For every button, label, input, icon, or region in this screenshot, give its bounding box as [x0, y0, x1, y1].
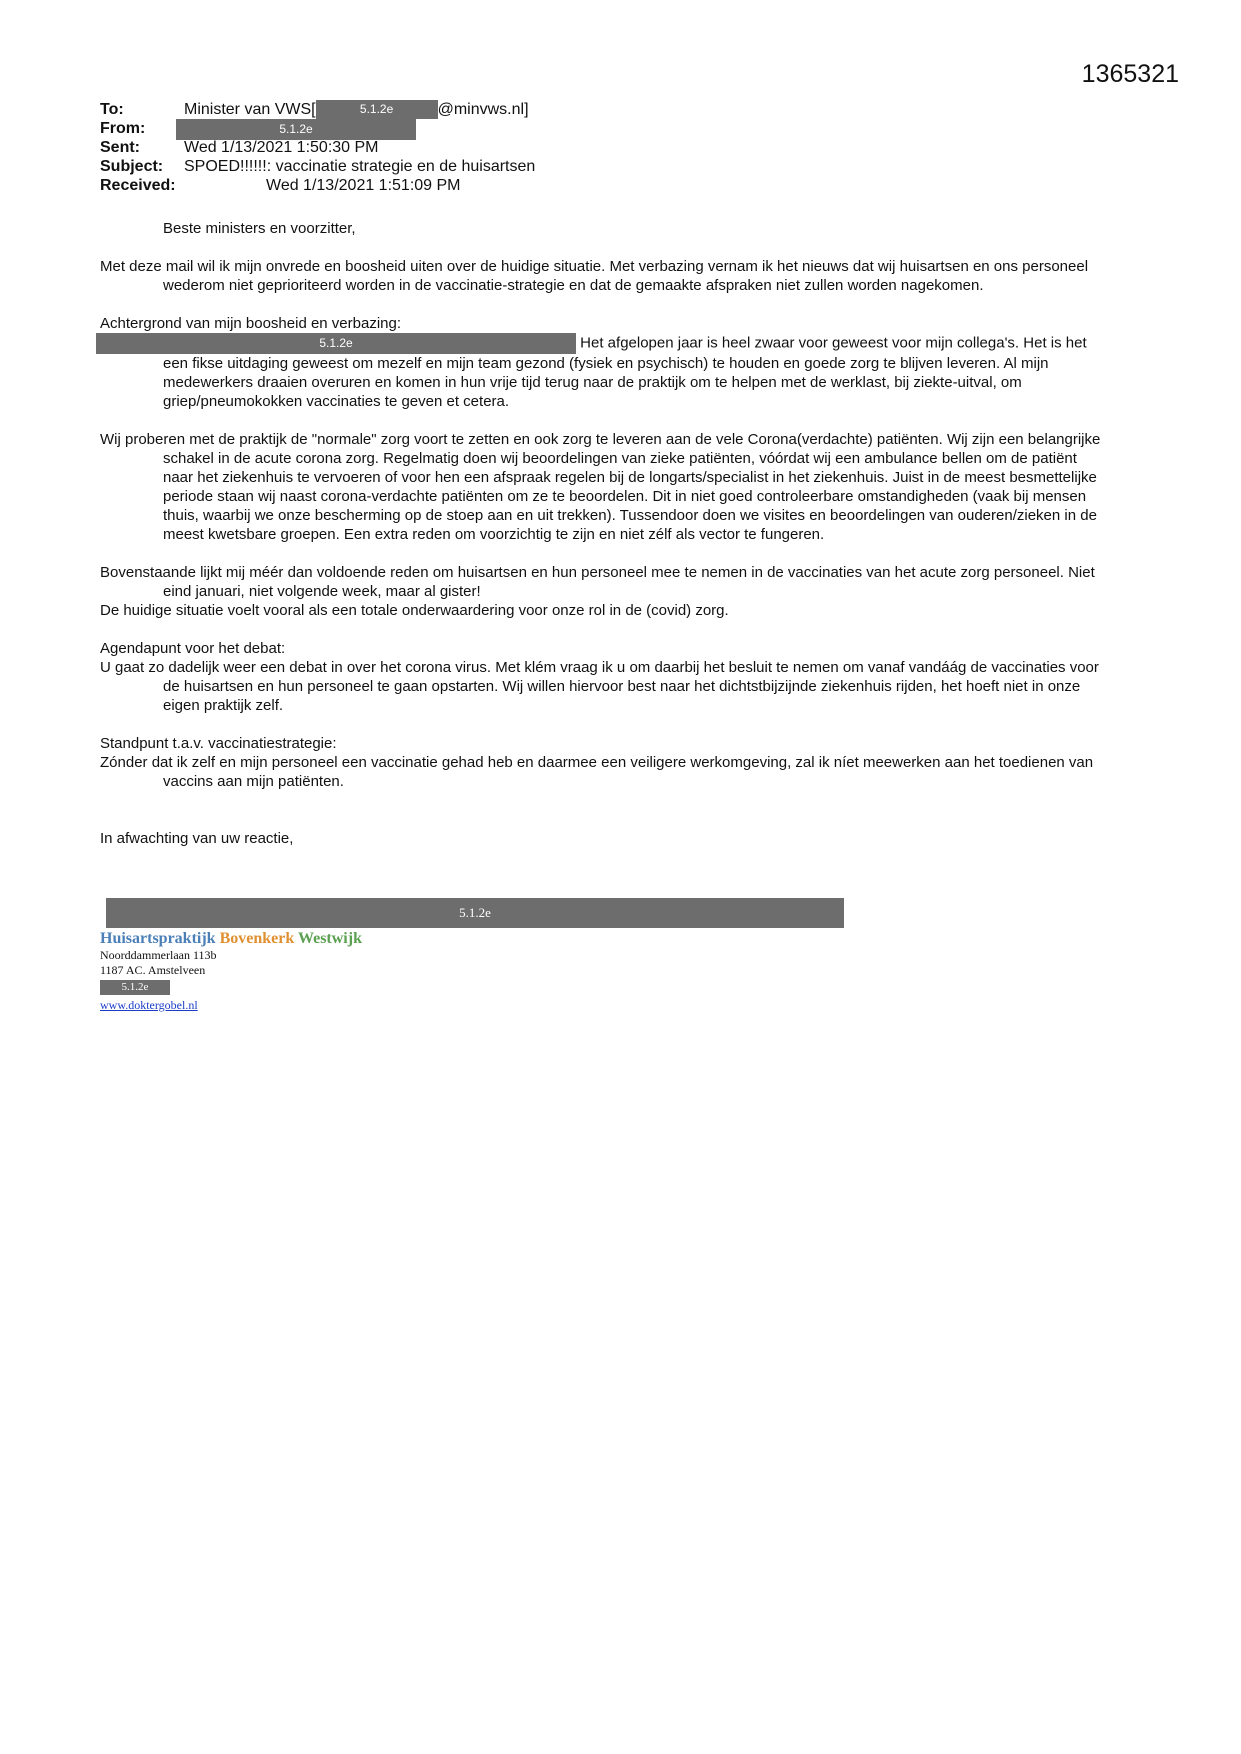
subject-value: SPOED!!!!!!: vaccinatie strategie en de huisartsen: [184, 158, 536, 175]
paragraph-5: De huidige situatie voelt vooral als een totale onderwaardering voor onze rol in de (covid) zorg.: [100, 602, 729, 619]
paragraph-3: Wij proberen met de praktijk de "normale" zorg voort te zetten en ook zorg te leveren aan de vele Corona(verdachte) patiënten. Wij zijn een belangrijke schakel in de acute corona zorg. Regelmatig doen wij beoordelingen van zieke patiënten, vóórdat wij een ambulance bellen om de patiënt naar het ziekenhuis te vervoeren of voor hen een afspraak regelen bij de longarts/specialist in het ziekenhuis. Juist in de meest besmettelijke periode staan wij naast corona-verdachte patiënten om ze te beoordelen. Dit in niet goed controleerbare omstandigheden (vaak bij mensen thuis, waarbij we onze bescherming op de stoep aan en uit trekken). Tussendoor doen we visites en beoordelingen van ouderen/zieken in de meest kwetsbare groepen. Een extra reden om voorzichtig te zijn en niet zélf als vector te fungeren.: [100, 431, 1101, 543]
to-value: [184, 100, 529, 119]
sent-label: Sent:: [100, 139, 140, 156]
paragraph-1: Met deze mail wil ik mijn onvrede en boosheid uiten over de huidige situatie. Met verbazing vernam ik het nieuws dat wij huisartsen en ons personeel wederom niet geprioriteerd worden in de vaccinatie-strategie en dat de gemaakte afspraken niet zullen worden nagekomen.: [100, 258, 1089, 294]
document-id: 1365321: [1081, 60, 1179, 88]
address-line-1: Noorddammerlaan 113b: [100, 948, 217, 962]
practice-name-2: Bovenkerk: [219, 930, 295, 947]
redaction-box: 5.1.2e: [96, 333, 576, 354]
sent-value: Wed 1/13/2021 1:50:30 PM: [184, 139, 379, 156]
practice-name-1: Huisartspraktijk: [100, 930, 216, 947]
to-prefix: Minister van VWS[: [184, 101, 316, 118]
heading-achtergrond: Achtergrond van mijn boosheid en verbazing:: [100, 315, 402, 332]
paragraph-6: U gaat zo dadelijk weer een debat in over het corona virus. Met klém vraag ik u om daarbij het besluit te nemen om vanaf vandáág de vaccinaties voor de huisartsen en hun personeel te gaan opstarten. Wij willen hiervoor best naar het dichtstbijzijnde ziekenhuis rijden, het hoeft niet in onze eigen praktijk zelf.: [100, 659, 1099, 714]
paragraph-2-text: Het afgelopen jaar is heel zwaar voor geweest voor mijn collega's. Het is het een fikse uitdaging geweest om mezelf en mijn team gezond (fysiek en psychisch) te houden en goede zorg te blijven leveren. Al mijn medewerkers draaien overuren en komen in hun vrije tijd terug naar de praktijk om te helpen met de werklast, bij ziekte-uitval, om griep/pneumokokken vaccinaties te geven et cetera.: [163, 334, 1087, 410]
to-suffix: @minvws.nl]: [437, 101, 529, 118]
received-label: Received:: [100, 177, 176, 194]
redaction-box: 5.1.2e: [176, 119, 416, 140]
salutation: Beste ministers en voorzitter,: [163, 220, 356, 237]
redaction-box: 5.1.2e: [100, 980, 170, 995]
heading-agenda: Agendapunt voor het debat:: [100, 640, 286, 657]
email-body: [100, 219, 1110, 848]
closing: In afwachting van uw reactie,: [100, 830, 294, 847]
received-value: Wed 1/13/2021 1:51:09 PM: [266, 177, 461, 194]
signature: [100, 898, 844, 1014]
heading-standpunt: Standpunt t.a.v. vaccinatiestrategie:: [100, 735, 337, 752]
redaction-bar: 5.1.2e: [106, 898, 844, 928]
practice-name-3: Westwijk: [297, 930, 362, 947]
paragraph-2: [100, 333, 1110, 411]
from-value: [176, 119, 416, 140]
practice-name: [100, 930, 844, 948]
address-line-2: 1187 AC. Amstelveen: [100, 963, 206, 977]
from-label: From:: [100, 120, 146, 137]
redaction-box: 5.1.2e: [316, 100, 438, 119]
subject-label: Subject:: [100, 158, 164, 175]
paragraph-4: Bovenstaande lijkt mij méér dan voldoende reden om huisartsen en hun personeel mee te nemen in de vaccinaties van het acute zorg personeel. Niet eind januari, niet volgende week, maar al gister!: [100, 564, 1095, 600]
to-label: To:: [100, 101, 124, 118]
website-link[interactable]: www.doktergobel.nl: [100, 998, 198, 1012]
paragraph-7: Zónder dat ik zelf en mijn personeel een vaccinatie gehad heb en daarmee een veiligere werkomgeving, zal ik níet meewerken aan het toedienen van vaccins aan mijn patiënten.: [100, 754, 1094, 790]
